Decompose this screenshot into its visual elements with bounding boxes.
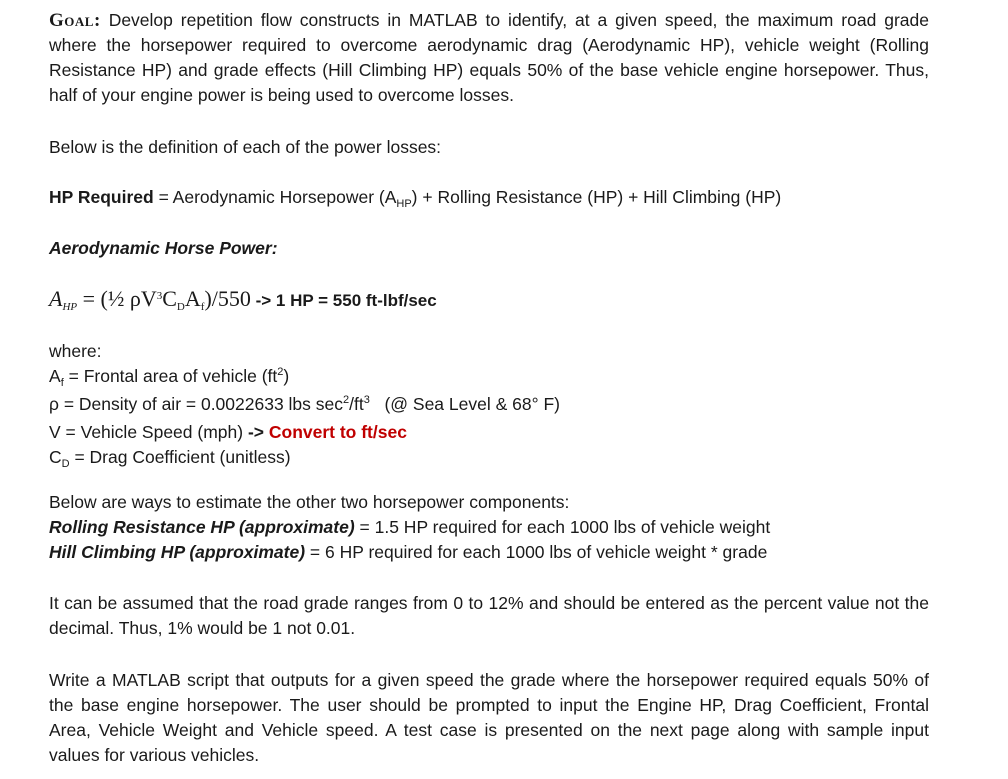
where-rho-line: ρ = Density of air = 0.0022633 lbs $\sec^2/ft^3$ (@ Sea Level & 68° F) <box>49 394 560 414</box>
where-v-line: V = Vehicle Speed (mph) -> Convert to ft/sec <box>49 422 407 442</box>
aero-heading: Aerodynamic Horse Power: <box>49 238 278 258</box>
rolling-line <box>49 515 929 540</box>
where-label: where: <box>49 341 102 361</box>
definition-intro: Below is the definition of each of the power losses: <box>49 137 442 157</box>
hp-required-text-a: = Aerodynamic Horsepower (A <box>153 187 397 207</box>
where-cd-line: $C_D$ = Drag Coefficient (unitless) <box>49 447 291 470</box>
hp-required-label: HP Required <box>49 187 154 207</box>
formula-tail: )/550 <box>204 286 251 311</box>
where-af-line: $A_f$ = Frontal area of vehicle $(ft^2)$ <box>49 366 290 389</box>
aero-formula <box>49 286 437 316</box>
formula-cd: C <box>162 286 177 311</box>
formula-conversion: -> 1 HP = 550 ft-lbf/sec <box>250 291 437 310</box>
hill-line <box>49 540 929 565</box>
estimates-section <box>49 490 929 565</box>
formula-af-sub: f <box>200 301 205 313</box>
rolling-label: Rolling Resistance HP (approximate) <box>49 517 355 537</box>
goal-paragraph <box>49 8 929 108</box>
hp-required-text-b: ) + Rolling Resistance (HP) + Hill Climbing (HP) <box>411 187 782 207</box>
formula-cube: 3 <box>156 290 163 302</box>
formula-eq: = (½ ρV <box>77 286 157 311</box>
rolling-text: = 1.5 HP required for each 1000 lbs of vehicle weight <box>354 517 771 537</box>
estimates-intro: Below are ways to estimate the other two horsepower components: <box>49 492 570 512</box>
where-list <box>49 339 929 473</box>
formula-af: A <box>184 286 201 311</box>
convert-note: Convert to ft/sec <box>264 422 407 442</box>
formula-cd-sub: D <box>176 301 185 313</box>
hp-required-sub: HP <box>396 198 412 210</box>
formula-lhs-sub: HP <box>62 301 78 313</box>
formula-lhs: A <box>49 286 63 311</box>
hill-text: = 6 HP required for each 1000 lbs of vehicle weight * grade <box>305 542 768 562</box>
instructions-paragraph: Write a MATLAB script that outputs for a given speed the grade where the horsepower required equals 50% of the base engine horsepower. The user should be prompted to input the Engine HP, Drag Coefficient, Frontal Area, Vehicle Weight and Vehicle speed. A test case is presented on the next page along with sample input values for various vehicles. <box>49 670 929 765</box>
goal-label: Goal: <box>49 10 101 31</box>
hp-required-line <box>49 185 929 213</box>
goal-text: Develop repetition flow constructs in MATLAB to identify, at a given speed, the maximum road grade where the horsepower required to overcome aerodynamic drag (Aerodynamic HP), vehicle weight (Rolling Resistance HP) and grade effects (Hill Climbing HP) equals 50% of the base vehicle engine horsepower. Thus, half of your engine power is being used to overcome losses. <box>49 10 929 105</box>
arrow-symbol: -> <box>247 422 264 442</box>
hill-label: Hill Climbing HP (approximate) <box>49 542 306 562</box>
grade-note: It can be assumed that the road grade ranges from 0 to 12% and should be entered as the percent value not the decimal. Thus, 1% would be 1 not 0.01. <box>49 593 929 638</box>
